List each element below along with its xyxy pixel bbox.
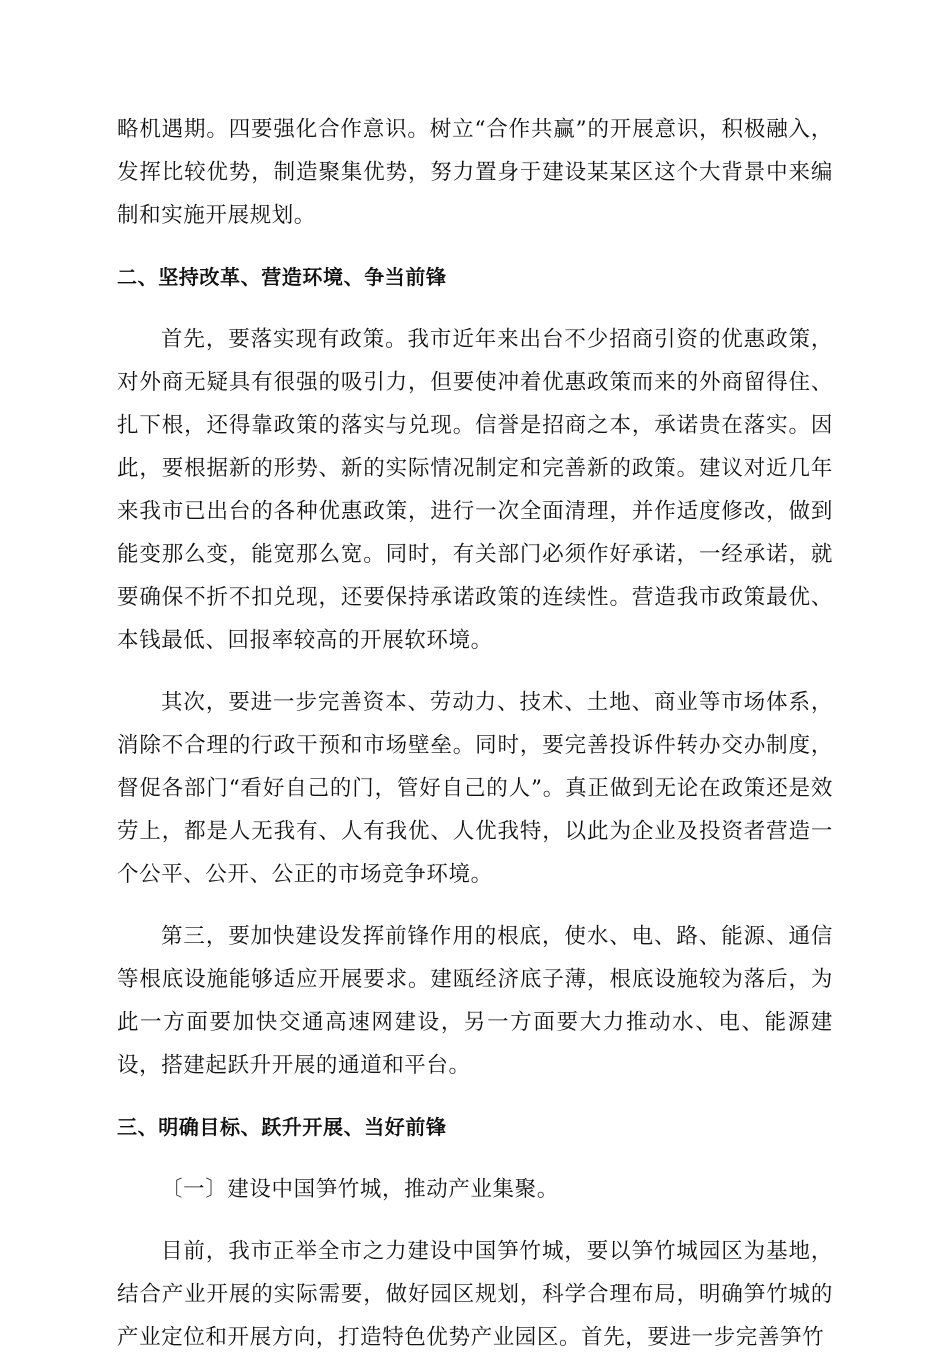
paragraph-market: 其次，要进一步完善资本、劳动力、技术、土地、商业等市场体系，消除不合理的行政干预和市场壁垒。同时，要完善投诉件转办交办制度，督促各部门“看好自己的门，管好自己的人”。真正做到无论在政策还是效劳上，都是人无我有、人有我优、人优我特，以此为企业及投资者营造一个公平、公开、公正的市场竞争环境。 [117,690,833,887]
section-heading-3: 三、明确目标、跃升开展、当好前锋 [117,1115,447,1139]
document-page [117,108,833,1359]
paragraph-continued: 略机遇期。四要强化合作意识。树立“合作共赢”的开展意识，积极融入，发挥比较优势，制造聚集优势，努力置身于建设某某区这个大背景中来编制和实施开展规划。 [117,117,833,228]
section-heading-2: 二、坚持改革、营造环境、争当前锋 [117,265,447,289]
paragraph-infrastructure: 第三，要加快建设发挥前锋作用的根底，使水、电、路、能源、通信等根底设施能够适应开展要求。建瓯经济底子薄，根底设施较为落后，为此一方面要加快交通高速网建设，另一方面要大力推动水、电、能源建设，搭建起跃升开展的通道和平台。 [117,924,833,1078]
subsection-heading-1: 〔一〕建设中国笋竹城，推动产业集聚。 [161,1177,559,1202]
paragraph-bamboo-city: 目前，我市正举全市之力建设中国笋竹城，要以笋竹城园区为基地，结合产业开展的实际需要，做好园区规划，科学合理布局，明确笋竹城的产业定位和开展方向，打造特色优势产业园区。首先，要进一步完善笋竹 [117,1239,833,1350]
paragraph-policy: 首先，要落实现有政策。我市近年来出台不少招商引资的优惠政策，对外商无疑具有很强的吸引力，但要使冲着优惠政策而来的外商留得住、扎下根，还得靠政策的落实与兑现。信誉是招商之本，承诺贵在落实。因此，要根据新的形势、新的实际情况制定和完善新的政策。建议对近几年来我市已出台的各种优惠政策，进行一次全面清理，并作适度修改，做到能变那么变，能宽那么宽。同时，有关部门必须作好承诺，一经承诺，就要确保不折不扣兑现，还要保持承诺政策的连续性。营造我市政策最优、本钱最低、回报率较高的开展软环境。 [117,327,833,653]
